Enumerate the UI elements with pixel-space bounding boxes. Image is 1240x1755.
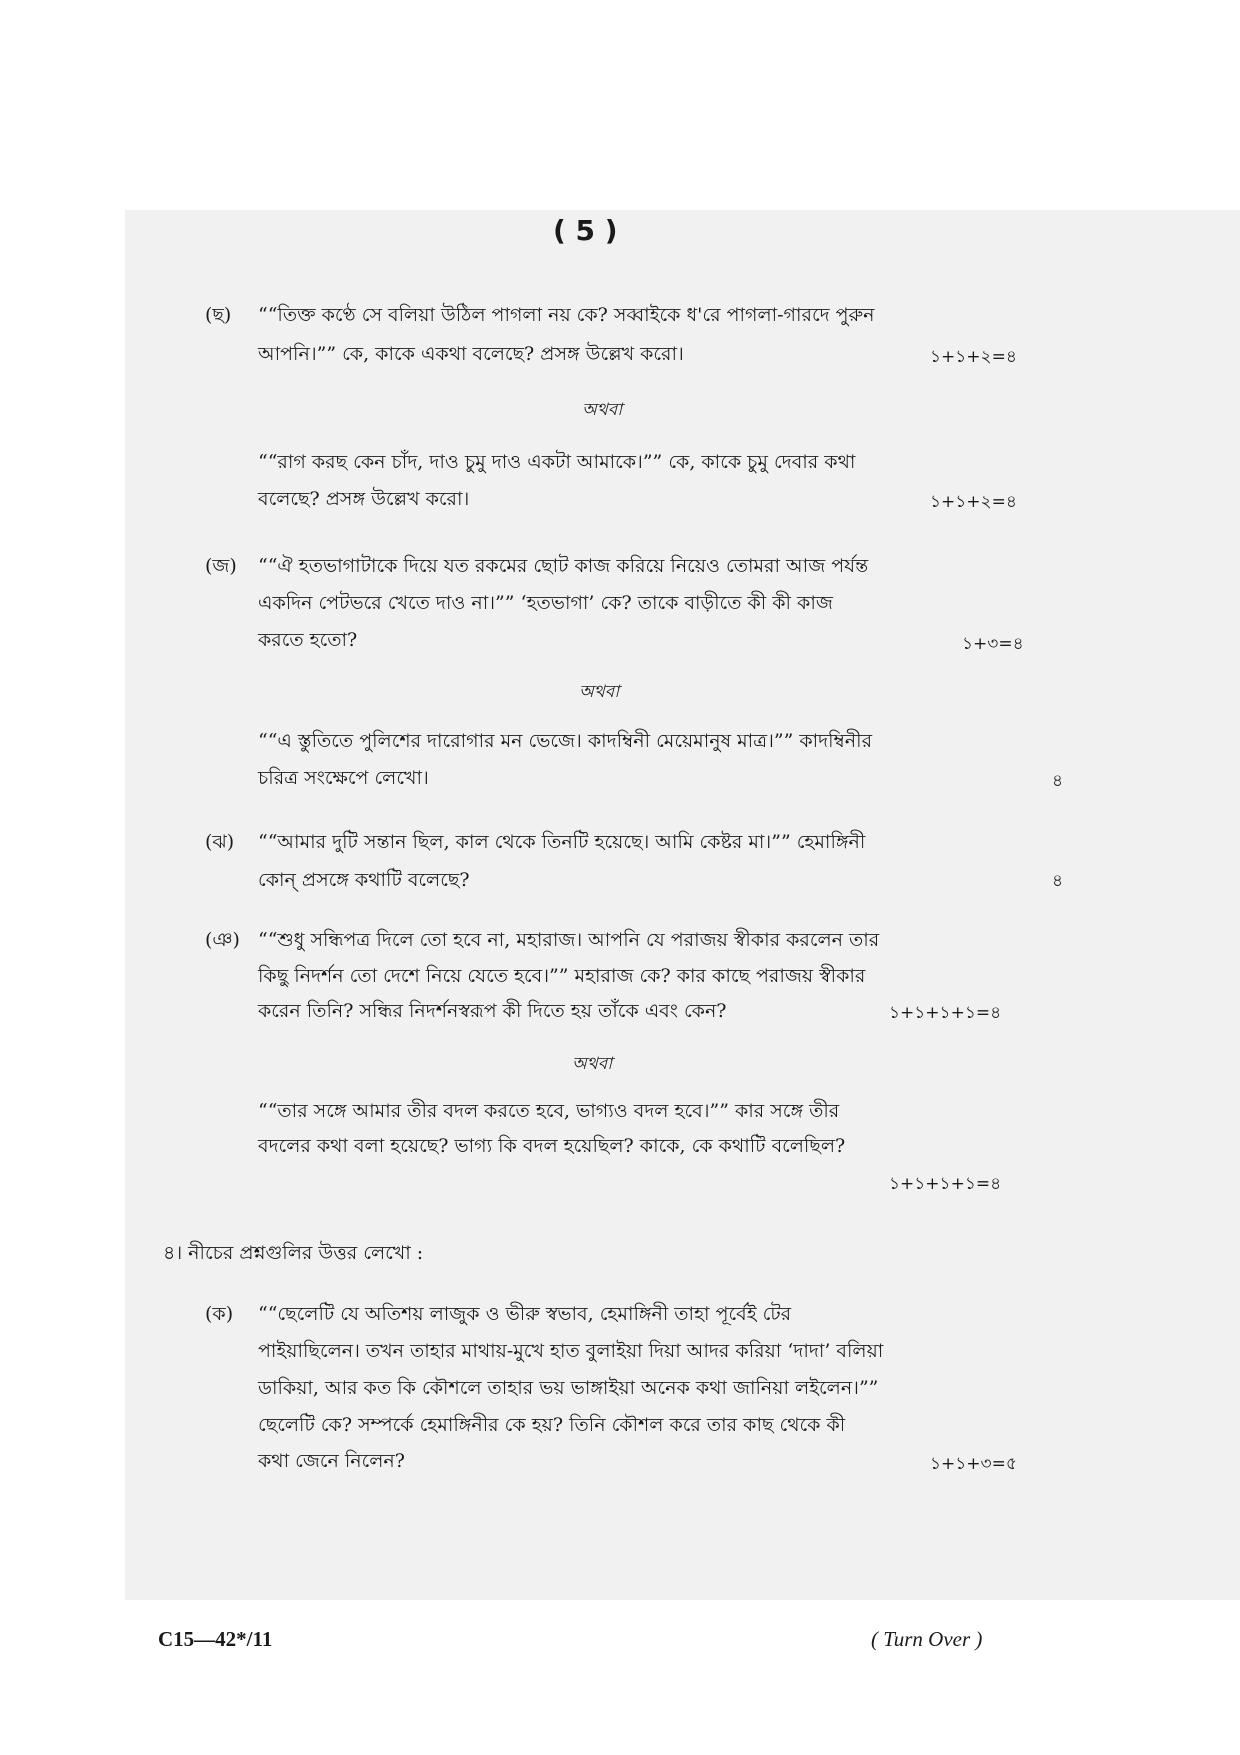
question-ka-line-3: ডাকিয়া, আর কত কি কৌশলে তাহার ভয় ভাঙ্গাইয়া অনেক কথা জানিয়া লইলেন।””: [258, 1377, 879, 1399]
question-chha-line-2: আপনি।”” কে, কাকে একথা বলেছে? প্রসঙ্গ উল্লেখ করো।: [258, 343, 684, 365]
question-chha-alt-marks: ১+১+২=৪: [930, 492, 1017, 512]
question-ja-line-2: একদিন পেটভরে খেতে দাও না।”” ‘হতভাগা’ কে? তাকে বাড়ীতে কী কী কাজ: [258, 592, 833, 614]
question-chha-alt-line-1: ““রাগ করছ কেন চাঁদ, দাও চুমু দাও একটা আমাকে।”” কে, কাকে চুমু দেবার কথা: [258, 451, 856, 473]
section-4-heading: ৪। নীচের প্রশ্নগুলির উত্তর লেখো :: [163, 1242, 424, 1264]
question-ja-alt-marks: ৪: [1052, 771, 1064, 791]
question-chha-alt-line-2: বলেছে? প্রসঙ্গ উল্লেখ করো।: [258, 488, 470, 510]
question-chha-marks: ১+১+২=৪: [930, 347, 1017, 367]
question-ka-line-1: ““ছেলেটি যে অতিশয় লাজুক ও ভীরু স্বভাব, হেমাঙ্গিনী তাহা পূর্বেই টের: [258, 1303, 792, 1325]
question-ka-marks: ১+১+৩=৫: [930, 1454, 1017, 1474]
question-ka-line-5: কথা জেনে নিলেন?: [258, 1450, 405, 1472]
question-ka-line-4: ছেলেটি কে? সম্পর্কে হেমাঙ্গিনীর কে হয়? তিনি কৌশল করে তার কাছ থেকে কী: [258, 1414, 846, 1436]
question-label-ka: (ক): [205, 1303, 234, 1325]
or-label: অথবা: [579, 682, 620, 702]
or-label: অথবা: [582, 400, 623, 420]
page-number: ( 5 ): [553, 214, 618, 247]
question-jha-line-2: কোন্ প্রসঙ্গে কথাটি বলেছে?: [258, 869, 470, 891]
question-label-jha: (ঝ): [205, 831, 235, 853]
question-nya-alt-line-1: ““তার সঙ্গে আমার তীর বদল করতে হবে, ভাগ্যও বদল হবে।”” কার সঙ্গে তীর: [258, 1100, 840, 1122]
question-ja-alt-line-2: চরিত্র সংক্ষেপে লেখো।: [258, 767, 429, 789]
question-chha-line-1: ““তিক্ত কণ্ঠে সে বলিয়া উঠিল পাগলা নয় কে? সব্বাইকে ধ'রে পাগলা-গারদে পুরুন: [258, 304, 875, 326]
or-label: অথবা: [572, 1054, 613, 1074]
paper-code: C15—42*/11: [158, 1627, 273, 1651]
question-nya-marks: ১+১+১+১=৪: [889, 1003, 1002, 1023]
question-label-nya: (ঞ): [205, 929, 240, 951]
question-nya-alt-line-2: বদলের কথা বলা হয়েছে? ভাগ্য কি বদল হয়েছিল? কাকে, কে কথাটি বলেছিল?: [258, 1135, 846, 1157]
question-nya-line-1: ““শুধু সন্ধিপত্র দিলে তো হবে না, মহারাজ। আপনি যে পরাজয় স্বীকার করলেন তার: [258, 929, 880, 951]
question-label-chha: (ছ): [205, 304, 232, 326]
question-ja-alt-line-1: ““এ স্তুতিতে পুলিশের দারোগার মন ভেজে। কাদম্বিনী মেয়েমানুষ মাত্র।”” কাদম্বিনীর: [258, 730, 873, 752]
turn-over-note: ( Turn Over ): [871, 1627, 983, 1651]
question-nya-line-3: করেন তিনি? সন্ধির নিদর্শনস্বরূপ কী দিতে হয় তাঁকে এবং কেন?: [258, 1000, 727, 1022]
question-label-ja: (জ): [205, 555, 237, 577]
question-ka-line-2: পাইয়াছিলেন। তখন তাহার মাথায়-মুখে হাত বুলাইয়া দিয়া আদর করিয়া ‘দাদা’ বলিয়া: [258, 1340, 884, 1362]
question-nya-line-2: কিছু নিদর্শন তো দেশে নিয়ে যেতে হবে।”” মহারাজ কে? কার কাছে পরাজয় স্বীকার: [258, 965, 866, 987]
question-nya-alt-marks: ১+১+১+১=৪: [889, 1174, 1002, 1194]
question-ja-line-1: ““ঐ হতভাগাটাকে দিয়ে যত রকমের ছোট কাজ করিয়ে নিয়েও তোমরা আজ পর্যন্ত: [258, 555, 869, 577]
question-ja-marks: ১+৩=৪: [962, 634, 1024, 654]
question-ja-line-3: করতে হতো?: [258, 629, 358, 651]
question-jha-line-1: ““আমার দুটি সন্তান ছিল, কাল থেকে তিনটি হয়েছে। আমি কেষ্টর মা।”” হেমাঙ্গিনী: [258, 831, 866, 853]
question-jha-marks: ৪: [1052, 871, 1064, 891]
